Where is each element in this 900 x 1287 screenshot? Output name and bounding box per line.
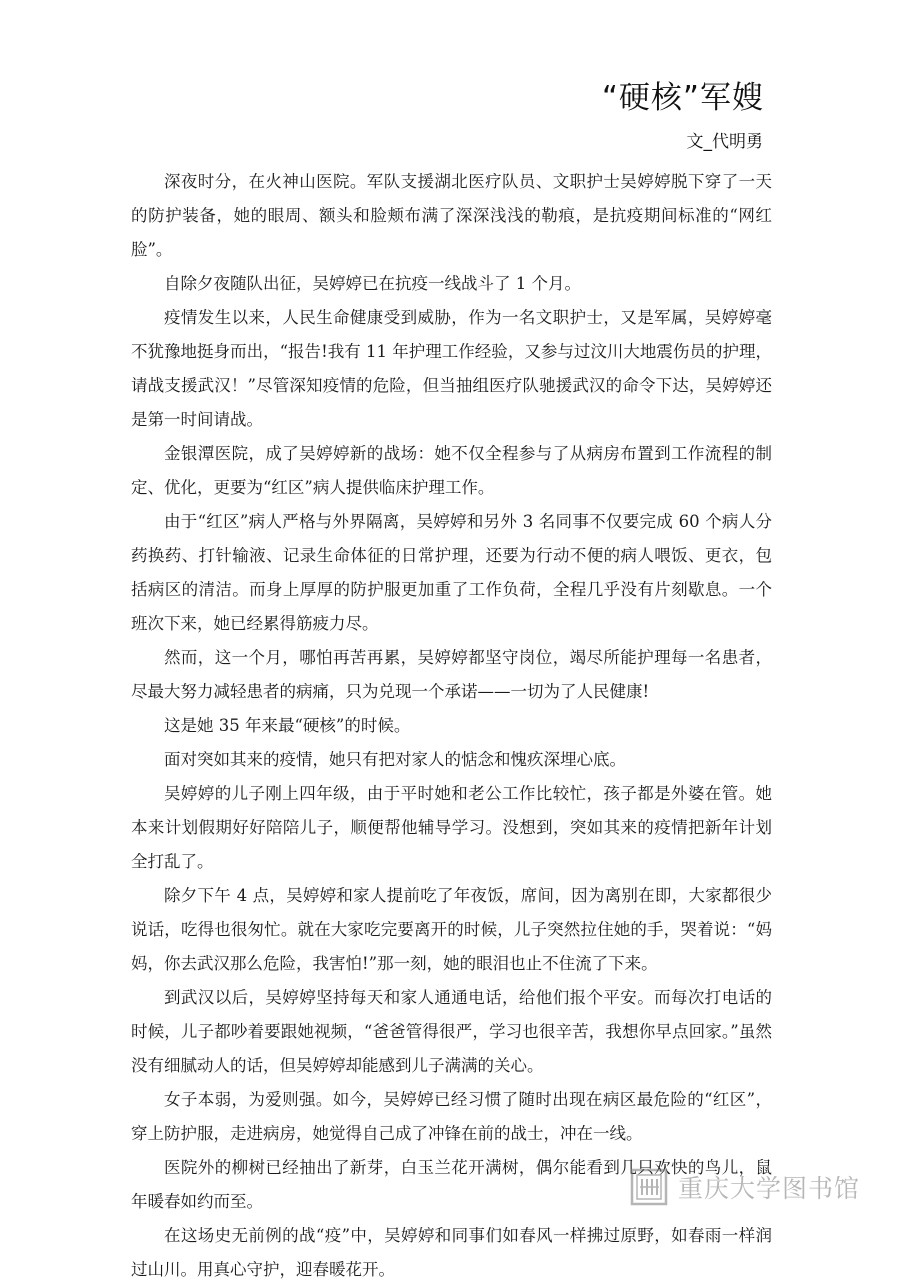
paragraph: 面对突如其来的疫情，她只有把对家人的惦念和愧疚深埋心底。 (164, 750, 626, 769)
paragraph: 由于“红区”病人严格与外界隔离，吴婷婷和另外 3 名同事不仅要完成 60 个病人分药换药、打针输液、记录生命体征的日常护理，还要为行动不便的病人喂饭、更衣，包括病区的清洁。而身上厚厚的防护服更加重了工作负荷，全程几乎没有片刻歇息。一个班次下来，她已经累得筋疲力尽。 (131, 512, 772, 633)
article-body (131, 165, 772, 1287)
paragraph: 然而，这一个月，哪怕再苦再累，吴婷婷都坚守岗位，竭尽所能护理每一名患者，尽最大努力减轻患者的病痛，只为兑现一个承诺——一切为了人民健康! (131, 648, 772, 701)
paragraph: 医院外的柳树已经抽出了新芽，白玉兰花开满树，偶尔能看到几只欢快的鸟儿，鼠年暖春如约而至。 (131, 1158, 772, 1211)
paragraph: 自除夕夜随队出征，吴婷婷已在抗疫一线战斗了 1 个月。 (164, 274, 581, 293)
paragraph: 除夕下午 4 点，吴婷婷和家人提前吃了年夜饭，席间，因为离别在即，大家都很少说话，吃得也很匆忙。就在大家吃完要离开的时候，儿子突然拉住她的手，哭着说：“妈妈，你去武汉那么危险，我害怕!”那一刻，她的眼泪也止不住流了下来。 (131, 886, 772, 973)
paragraph: 女子本弱，为爱则强。如今，吴婷婷已经习惯了随时出现在病区最危险的“红区”，穿上防护服，走进病房，她觉得自己成了冲锋在前的战士，冲在一线。 (131, 1090, 772, 1143)
paragraph: 深夜时分，在火神山医院。军队支援湖北医疗队员、文职护士吴婷婷脱下穿了一天的防护装备，她的眼周、额头和脸颊布满了深深浅浅的勒痕，是抗疫期间标准的“网红脸”。 (131, 172, 772, 259)
paragraph: 吴婷婷的儿子刚上四年级，由于平时她和老公工作比较忙，孩子都是外婆在管。她本来计划假期好好陪陪儿子，顺便帮他辅导学习。没想到，突如其来的疫情把新年计划全打乱了。 (131, 784, 772, 871)
paragraph: 这是她 35 年来最“硬核”的时候。 (164, 716, 411, 735)
paragraph: 在这场史无前例的战“疫”中，吴婷婷和同事们如春风一样拂过原野，如春雨一样润过山川。用真心守护，迎春暖花开。 (131, 1226, 772, 1279)
paragraph: 金银潭医院，成了吴婷婷新的战场：她不仅全程参与了从病房布置到工作流程的制定、优化，更要为“红区”病人提供临床护理工作。 (131, 444, 772, 497)
article-title: “硬核”军嫂 (601, 80, 764, 116)
paragraph: 到武汉以后，吴婷婷坚持每天和家人通通电话，给他们报个平安。而每次打电话的时候，儿子都吵着要跟她视频，“爸爸管得很严，学习也很辛苦，我想你早点回家。”虽然没有细腻动人的话，但吴婷婷却能感到儿子满满的关心。 (131, 988, 772, 1075)
article-byline: 文_代明勇 (686, 132, 763, 152)
paragraph: 疫情发生以来，人民生命健康受到威胁，作为一名文职护士，又是军属，吴婷婷毫不犹豫地挺身而出，“报告!我有 11 年护理工作经验，又参与过汶川大地震伤员的护理，请战支援武汉！”尽管深知疫情的危险，但当抽组医疗队驰援武汉的命令下达，吴婷婷还是第一时间请战。 (131, 308, 772, 429)
watermark-text: 重庆大学图书馆 (677, 1174, 860, 1203)
library-watermark (630, 1168, 860, 1206)
library-seal-icon (630, 1168, 668, 1206)
